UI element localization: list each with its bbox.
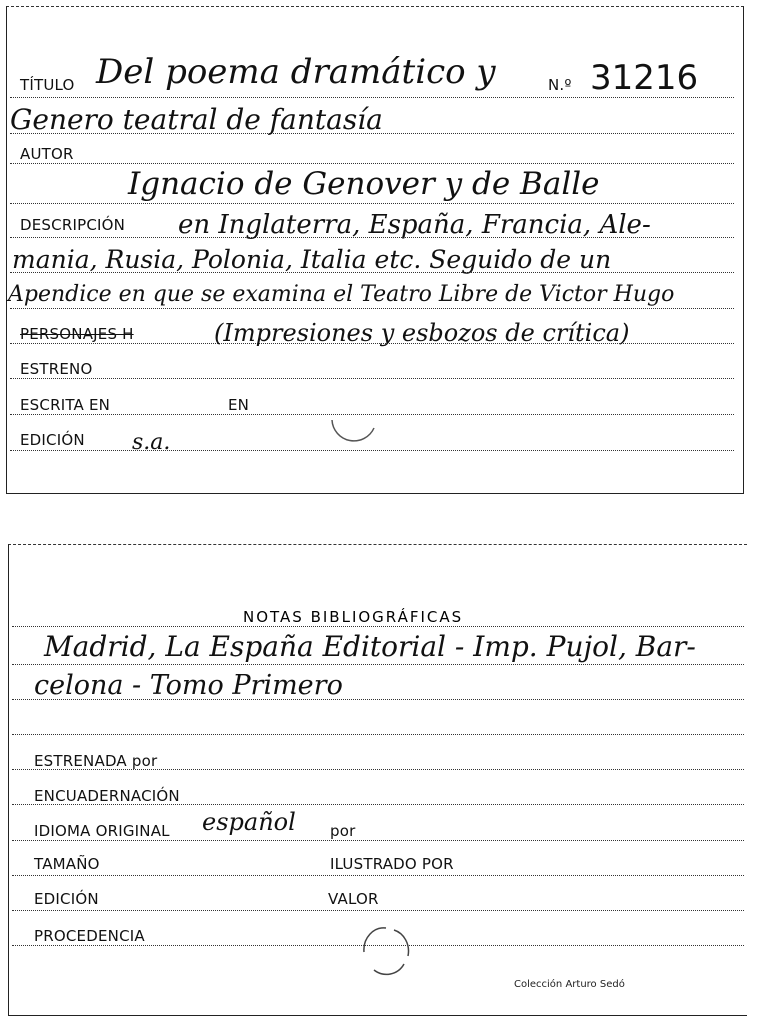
rule — [12, 875, 744, 876]
rule — [12, 910, 744, 911]
estrenada-por-label: ESTRENADA por — [34, 752, 158, 770]
por-label: por — [330, 822, 356, 840]
faded-stamp — [322, 390, 382, 450]
collection-footer: Colección Arturo Sedó — [514, 979, 625, 990]
edicion-label-2: EDICIÓN — [34, 890, 99, 908]
notas-value-line1: Madrid, La España Editorial - Imp. Pujol, Bar- — [44, 630, 696, 663]
estreno-label: ESTRENO — [20, 360, 93, 378]
escrita-en-label: ESCRITA EN — [20, 396, 111, 414]
rule — [10, 308, 734, 309]
idioma-original-label: IDIOMA ORIGINAL — [34, 822, 170, 840]
notas-title: NOTAS BIBLIOGRÁFICAS — [243, 608, 464, 626]
titulo-value-line1: Del poema dramático y — [96, 52, 496, 92]
rule — [12, 734, 744, 735]
tamano-label: TAMAÑO — [34, 855, 100, 873]
autor-label: AUTOR — [20, 145, 74, 163]
numero-value: 31216 — [590, 58, 699, 98]
ilustrado-por-label: ILUSTRADO POR — [330, 855, 454, 873]
valor-label: VALOR — [328, 890, 379, 908]
idioma-original-value: español — [202, 808, 296, 836]
edicion-label: EDICIÓN — [20, 431, 85, 449]
descripcion-label: DESCRIPCIÓN — [20, 216, 126, 234]
rule — [12, 664, 744, 665]
rule — [10, 450, 734, 451]
descripcion-value-line1: en Inglaterra, España, Francia, Ale- — [178, 210, 651, 240]
titulo-value-line2: Genero teatral de fantasía — [10, 103, 383, 136]
descripcion-value-line3: Apendice en que se examina el Teatro Libre de Victor Hugo — [8, 282, 675, 307]
autor-value: Ignacio de Genover y de Balle — [128, 166, 600, 202]
rule — [10, 203, 734, 204]
descripcion-value-line2: mania, Rusia, Polonia, Italia etc. Seguido de un — [12, 245, 612, 274]
rule — [12, 626, 744, 627]
notas-value-line2: celona - Tomo Primero — [34, 670, 343, 701]
procedencia-label: PROCEDENCIA — [34, 927, 145, 945]
titulo-label: TÍTULO — [20, 76, 75, 94]
rule — [10, 163, 734, 164]
rule — [10, 378, 734, 379]
en-label: EN — [228, 396, 250, 414]
numero-label: N.º — [548, 76, 572, 94]
personajes-label: PERSONAJES H — [20, 325, 134, 343]
encuadernacion-label: ENCUADERNACIÓN — [34, 787, 180, 805]
personajes-value: (Impresiones y esbozos de crítica) — [214, 319, 630, 347]
faded-stamp — [350, 918, 420, 978]
rule — [12, 840, 744, 841]
edicion-value: s.a. — [132, 430, 171, 455]
